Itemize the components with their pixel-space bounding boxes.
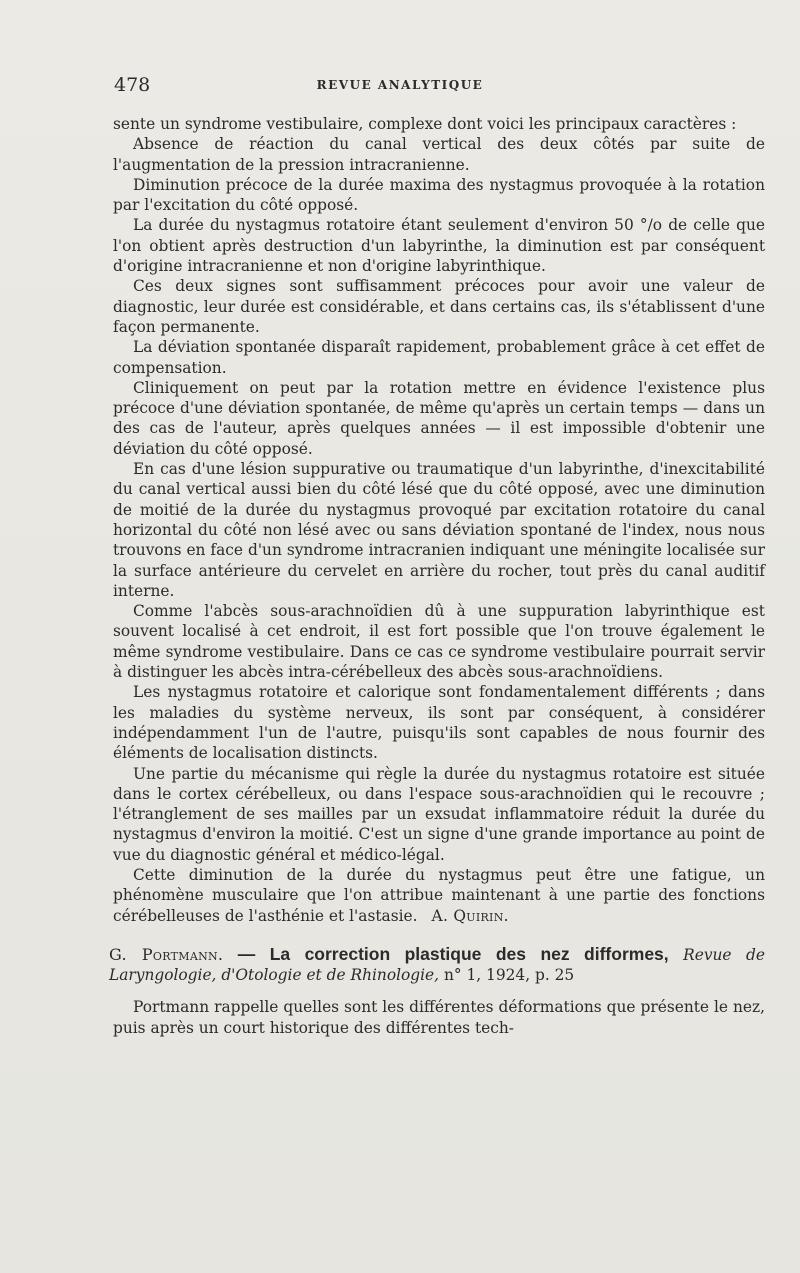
paragraph: La déviation spontanée disparaît rapidement, probablement grâce à cet effet de compensation. [113,338,765,377]
author-signature: A. Quirin. [431,906,509,925]
article-body [109,114,765,1038]
review-heading [109,944,765,986]
paragraph: Diminution précoce de la durée maxima des nystagmus provoquée à la rotation par l'excitation du côté opposé. [113,175,765,215]
review-author: G. Portmann. [109,944,224,964]
review-source: Revue de Laryngologie, d'Otologie et de Rhinologie, [109,945,765,985]
paragraph: Ces deux signes sont suffisamment précoces pour avoir une valeur de diagnostic, leur durée est considérable, et dans certains cas, ils s'établissent d'une façon permanente. [113,277,765,336]
paragraph: sente un syndrome vestibulaire, complexe dont voici les principaux caractères : [113,115,737,133]
paragraph: En cas d'une lésion suppurative ou traumatique d'un labyrinthe, d'inexcitabilité du canal vertical aussi bien du côté lésé que du côté opposé, avec une diminution de moitié de la durée du nystagmus provoqué par excitation rotatoire du canal horizontal du côté non lésé avec ou sans déviation spontané de l'index, nous nous trouvons en face d'un syndrome intracranien indiquant une méningite localisée sur la surface antérieure du cervelet en arrière du rocher, tout près du canal auditif interne. [113,460,765,600]
paragraph: Cliniquement on peut par la rotation mettre en évidence l'existence plus précoce d'une déviation spontanée, de même qu'après un certain temps — dans un des cas de l'auteur, après quelques années — il est impossible d'obtenir une déviation du côté opposé. [113,378,765,458]
paragraph-last [113,865,765,926]
running-title: REVUE ANALYTIQUE [316,78,484,92]
review-body: Portmann rappelle quelles sont les différentes déformations que présente le nez, puis après un court historique des différentes tech- [113,998,765,1037]
paragraph: Une partie du mécanisme qui règle la durée du nystagmus rotatoire est située dans le cortex cérébelleux, ou dans l'espace sous-arachnoïdien qui le recouvre ; l'étranglement de ses mailles par un exsudat inflammatoire réduit la durée du nystagmus d'environ la moitié. C'est un signe d'une grande importance au point de vue du diagnostic général et médico-légal. [113,764,765,864]
review-issue: n° 1, 1924, p. 25 [443,966,575,985]
paragraph: Comme l'abcès sous-arachnoïdien dû à une suppuration labyrinthique est souvent localisé à cet endroit, il est fort possible que l'on trouve également le même syndrome vestibulaire. Dans ce cas ce syndrome vestibulaire pourrait servir à distinguer les abcès intra-cérébelleux des abcès sous-arachnoïdiens. [113,602,765,682]
page-number: 478 [114,74,151,96]
page-header [108,74,692,100]
paragraph: La durée du nystagmus rotatoire étant seulement d'environ 50 °/o de celle que l'on obtient après destruction d'un labyrinthe, la diminution est par conséquent d'origine intracranienne et non d'origine labyrinthique. [113,216,765,276]
review-title: — La correction plastique des nez difformes, [237,943,669,964]
paragraph: Absence de réaction du canal vertical des deux côtés par suite de l'augmentation de la pression intracranienne. [113,135,765,174]
paragraph: Les nystagmus rotatoire et calorique sont fondamentalement différents ; dans les maladies du système nerveux, ils sont par conséquent, à considérer indépendamment l'un de l'autre, puisqu'ils sont capables de nous fournir des éléments de localisation distincts. [113,683,765,763]
paragraph-text: Cette diminution de la durée du nystagmus peut être une fatigue, un phénomène musculaire que l'on attribue maintenant à une partie des fonctions cérébelleuses de l'asthénie et l'astasie. [113,865,765,925]
